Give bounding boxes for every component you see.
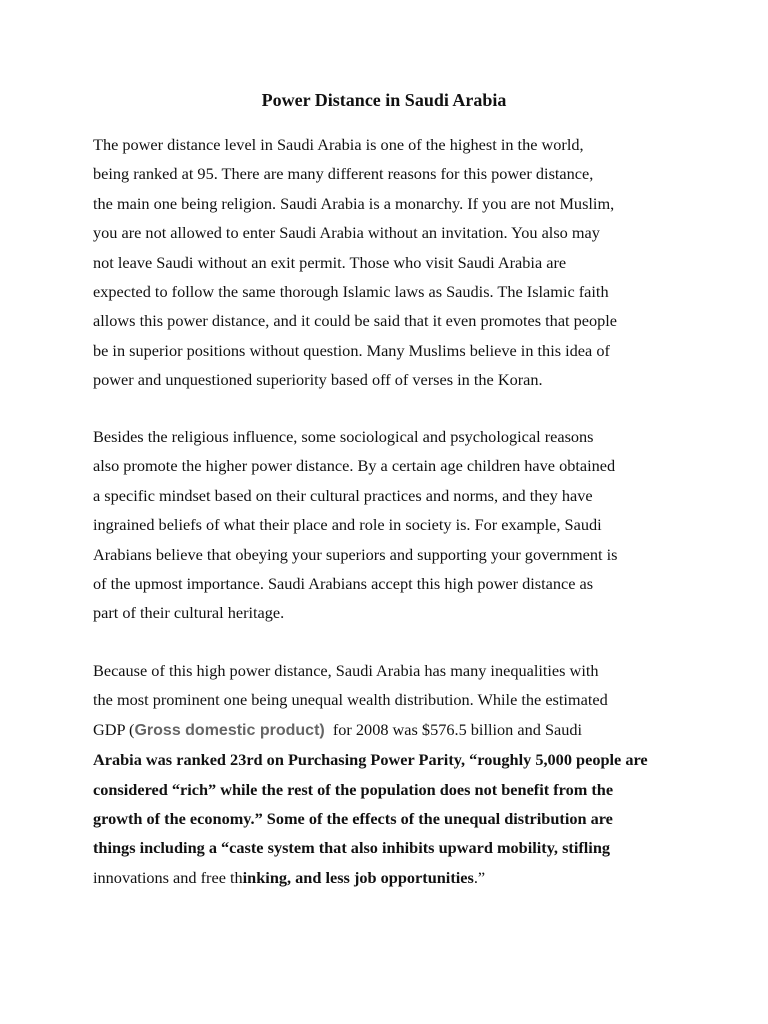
paragraph-inequality — [93, 656, 693, 892]
text-line: the most prominent one being unequal wealth distribution. While the estimated — [93, 690, 608, 710]
text-line-quote: Arabia was ranked 23rd on Purchasing Power Parity, “roughly 5,000 people are — [93, 750, 648, 770]
final-end: .” — [473, 867, 486, 887]
text-line: be in superior positions without question. Many Muslims believe in this idea of — [93, 340, 610, 360]
text-line: expected to follow the same thorough Islamic laws as Saudis. The Islamic faith — [93, 282, 609, 302]
paragraph-sociological — [93, 422, 693, 628]
text-line: being ranked at 95. There are many different reasons for this power distance, — [93, 164, 594, 184]
text-line: a specific mindset based on their cultural practices and norms, and they have — [93, 485, 593, 505]
text-line: allows this power distance, and it could be said that it even promotes that people — [93, 311, 618, 331]
text-line-quote: growth of the economy.” Some of the effects of the unequal distribution are — [93, 809, 613, 829]
text-line: Because of this high power distance, Saudi Arabia has many inequalities with — [93, 661, 599, 680]
final-normal: innovations and free th — [93, 867, 243, 887]
page-title: Power Distance in Saudi Arabia — [261, 90, 507, 110]
gdp-suffix: for 2008 was $576.5 billion and Saudi — [324, 719, 583, 739]
text-line: the main one being religion. Saudi Arabia is a monarchy. If you are not Muslim, — [93, 193, 615, 213]
text-line-quote: things including a “caste system that also inhibits upward mobility, stifling — [93, 838, 611, 858]
text-line: part of their cultural heritage. — [93, 603, 285, 623]
paragraph-religion — [93, 130, 693, 395]
text-line-quote: considered “rich” while the rest of the population does not benefit from the — [93, 779, 614, 799]
text-line: Besides the religious influence, some sociological and psychological reasons — [93, 427, 594, 446]
text-line: also promote the higher power distance. By a certain age children have obtained — [93, 456, 616, 476]
text-line-final — [93, 863, 693, 892]
final-bold: inking, and less job opportunities — [242, 867, 474, 887]
text-line: Arabians believe that obeying your superiors and supporting your government is — [93, 544, 618, 564]
text-line-gdp — [93, 715, 693, 745]
text-line: you are not allowed to enter Saudi Arabia without an invitation. You also may — [93, 223, 600, 243]
text-line: The power distance level in Saudi Arabia is one of the highest in the world, — [93, 135, 584, 154]
text-line: power and unquestioned superiority based off of verses in the Koran. — [93, 370, 543, 390]
text-line: of the upmost importance. Saudi Arabians accept this high power distance as — [93, 574, 594, 594]
gdp-term: Gross domestic product) — [134, 721, 325, 739]
gdp-prefix: GDP ( — [93, 719, 135, 739]
text-line: not leave Saudi without an exit permit. Those who visit Saudi Arabia are — [93, 252, 567, 272]
text-line: ingrained beliefs of what their place and role in society is. For example, Saudi — [93, 515, 602, 535]
